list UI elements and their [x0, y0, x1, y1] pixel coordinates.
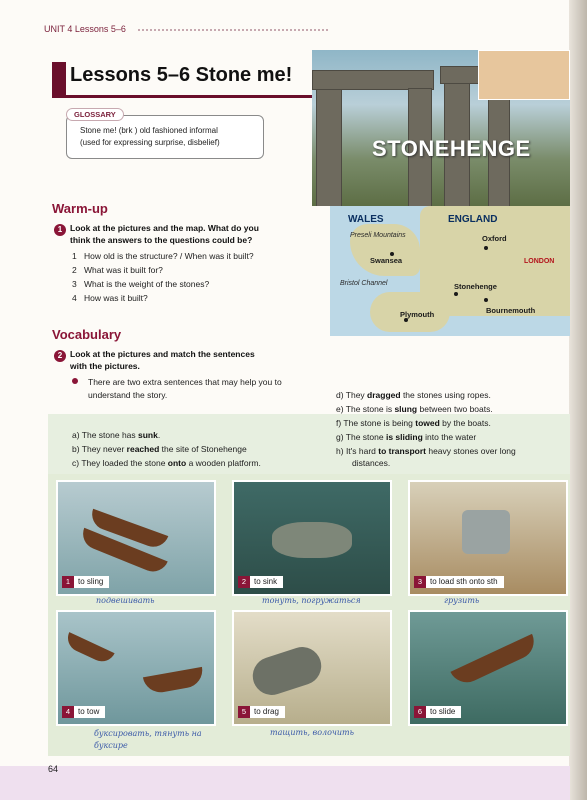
- picture-2-caption: 2 to sink: [238, 576, 283, 588]
- vocabulary-instruction-line-2: with the pictures.: [70, 361, 140, 371]
- page-number: 64: [48, 764, 59, 774]
- exercise-number-1: 1: [54, 224, 66, 236]
- sentence-h-continued: distances.: [352, 458, 391, 468]
- map-dot-oxford: [484, 246, 488, 250]
- question-4: 4 How was it built?: [72, 293, 148, 303]
- map-label-preseli: Preseli Mountains: [350, 232, 406, 239]
- warmup-instruction-line-1: Look at the pictures and the map. What do you: [70, 223, 259, 233]
- question-3: 3 What is the weight of the stones?: [72, 279, 210, 289]
- stonehenge-photo: [312, 50, 570, 206]
- map-label-wales: WALES: [348, 214, 384, 225]
- vocabulary-tip: There are two extra sentences that may help you to understand the story.: [88, 377, 282, 400]
- sentence-h: h) It's hard to transport heavy stones over long: [336, 446, 516, 456]
- page-spine-shadow: [569, 0, 587, 800]
- sentence-e: e) The stone is slung between two boats.: [336, 404, 493, 414]
- handwritten-note-1: подвешивать: [96, 596, 155, 605]
- warmup-instruction-line-2: think the answers to the questions could be?: [70, 235, 253, 245]
- handwritten-note-3: грузить: [444, 596, 480, 605]
- photo-title: STONEHENGE: [372, 136, 531, 161]
- title-rest: essons 5–6 Stone me!: [82, 64, 293, 86]
- glossary-line-1: Stone me! (brk ) old fashioned informal: [80, 126, 218, 135]
- sentence-a: a) The stone has sunk.: [72, 430, 161, 440]
- sentence-c: c) They loaded the stone onto a wooden platform.: [72, 458, 261, 468]
- map-label-bristol-channel: Bristol Channel: [340, 280, 388, 287]
- title-initial: L: [70, 64, 83, 86]
- header-dotted-rule: [138, 29, 328, 31]
- bullet-marker: [72, 378, 78, 384]
- map-label-london: LONDON: [524, 258, 555, 265]
- picture-1-caption: 1 to sling: [62, 576, 109, 588]
- stonehenge-inset-drawing: [478, 50, 570, 100]
- map-label-bournemouth: Bournemouth: [486, 306, 536, 315]
- picture-3: [408, 480, 568, 596]
- stone-block: [462, 510, 510, 554]
- exercise-number-2: 2: [54, 350, 66, 362]
- sentence-f: f) The stone is being towed by the boats.: [336, 418, 491, 428]
- warmup-heading: Warm-up: [52, 201, 108, 216]
- picture-5: [232, 610, 392, 726]
- handwritten-note-4: буксировать, тянуть на буксире: [94, 729, 202, 750]
- unit-label: UNIT 4 Lessons 5–6: [44, 24, 126, 34]
- glossary-box: [66, 115, 264, 159]
- sunken-stone: [272, 522, 352, 558]
- picture-3-caption: 3 to load sth onto sth: [414, 576, 504, 588]
- southern-britain-map: [330, 206, 570, 336]
- map-label-england: ENGLAND: [448, 214, 498, 225]
- question-1: 1 How old is the structure? / When was it built?: [72, 251, 254, 261]
- title-underline: [52, 95, 312, 98]
- sentence-b: b) They never reached the site of Stonehenge: [72, 444, 247, 454]
- vocabulary-instruction-line-1: Look at the pictures and match the sentences: [70, 349, 255, 359]
- sentence-g: g) The stone is sliding into the water: [336, 432, 477, 442]
- picture-2: [232, 480, 392, 596]
- map-label-stonehenge: Stonehenge: [454, 282, 497, 291]
- handwritten-note-5: тащить, волочить: [270, 728, 354, 737]
- sentence-d: d) They dragged the stones using ropes.: [336, 390, 491, 400]
- lintel-stone: [312, 70, 434, 90]
- picture-4: [56, 610, 216, 726]
- picture-6-caption: 6 to slide: [414, 706, 461, 718]
- bottom-color-band: [0, 766, 570, 800]
- question-2: 2 What was it built for?: [72, 265, 163, 275]
- map-dot-stonehenge: [454, 292, 458, 296]
- map-dot-bournemouth: [484, 298, 488, 302]
- vocabulary-heading: Vocabulary: [52, 327, 122, 342]
- lesson-title: [70, 64, 292, 87]
- glossary-line-2: (used for expressing surprise, disbelief): [80, 138, 220, 147]
- map-label-oxford: Oxford: [482, 234, 507, 243]
- picture-1: [56, 480, 216, 596]
- title-initial-block: [52, 62, 66, 98]
- picture-5-caption: 5 to drag: [238, 706, 285, 718]
- standing-stone: [316, 82, 342, 206]
- glossary-tab: GLOSSARY: [66, 108, 124, 121]
- map-label-swansea: Swansea: [370, 256, 403, 265]
- picture-4-caption: 4 to tow: [62, 706, 105, 718]
- map-label-plymouth: Plymouth: [400, 310, 435, 319]
- picture-6: [408, 610, 568, 726]
- handwritten-note-2: тонуть, погружаться: [262, 596, 361, 605]
